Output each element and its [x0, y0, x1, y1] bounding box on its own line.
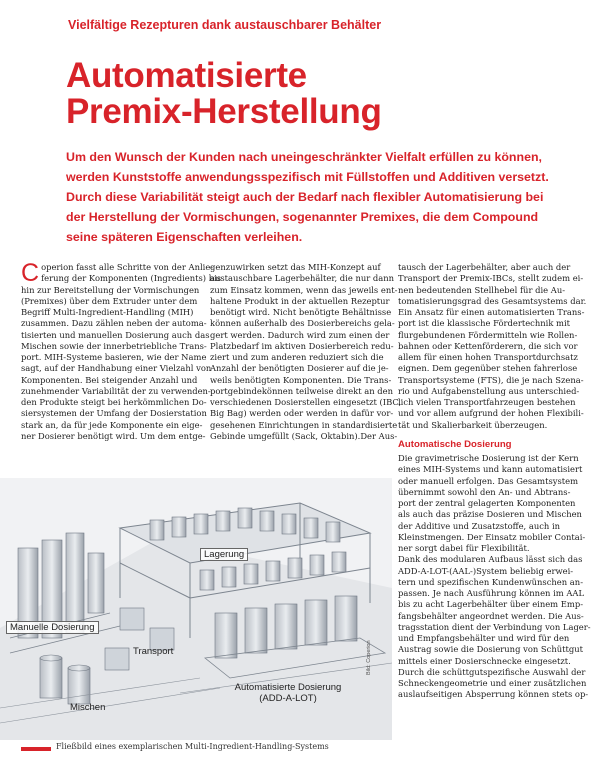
label-automatisierte-dosierung — [228, 682, 348, 704]
body-line: tisierten und manuellen Dosierung auch das — [21, 329, 210, 340]
body-line: rio und Aufgabenstellung aus unterschied- — [398, 385, 580, 396]
body-line: austauschbare Lagerbehälter, die nur dann — [210, 273, 395, 284]
title-line: Premix-Herstellung — [66, 92, 382, 131]
body-line: und Empfangsbehälter und wird für den — [398, 633, 570, 643]
body-line: Kleinstmengen. Der Einsatz mobiler Contai- — [398, 531, 586, 542]
body-line: (Premixes) über dem Extruder unter dem — [21, 295, 198, 306]
article-title — [66, 58, 546, 130]
body-column-3 — [398, 262, 591, 701]
lead-line: werden Kunststoffe anwendungsspezifisch mit Füllstoffen und Additiven versetzt. — [66, 170, 549, 184]
label-mischen: Mischen — [70, 702, 106, 713]
drop-cap: C — [21, 259, 40, 287]
body-line: tragsstation dient der Verbindung von Lager- — [398, 621, 591, 632]
body-line: mittels einer Dosierschnecke eingesetzt. — [398, 655, 571, 666]
section-subheading: Automatische Dosierung — [398, 438, 512, 450]
article-lead — [66, 147, 549, 247]
body-line: Schneckengeometrie und einer zusätzlichen — [398, 678, 587, 688]
lead-line: seine späteren Eigenschaften verleihen. — [66, 230, 303, 244]
body-line: und vor allem aufgrund der hohen Flexibili- — [398, 408, 584, 419]
label-lagerung: Lagerung — [200, 548, 248, 561]
body-line: Mischen sowie der innerbetriebliche Trans- — [21, 340, 207, 351]
caption-marker — [21, 747, 51, 751]
body-line: Komponenten. Bei steigender Anzahl und — [21, 374, 198, 385]
title-line: Automatisierte — [66, 56, 307, 95]
body-line: gesehenen Einrichtungen in standardisierte — [210, 419, 398, 430]
body-line: Austrag sowie die Dosierung von Schüttgut — [398, 644, 583, 655]
body-line: als auch das präzise Dosieren und Mischen — [398, 509, 582, 520]
body-line: oder manuell erfolgen. Das Gesamtsystem — [398, 475, 579, 486]
body-line: Gebinde umgefüllt (Sack, Oktabin).Der Aus- — [210, 430, 398, 441]
body-line: können außerhalb des Dosierbereichs gela- — [210, 318, 395, 329]
body-line: verschiedenen Dosierstellen eingesetzt (IBC, — [210, 397, 402, 407]
body-line: Durch die schüttgutspezifische Auswahl der — [398, 666, 586, 677]
lead-line: Um den Wunsch der Kunden nach uneingeschränkter Vielfalt erfüllen zu können, — [66, 150, 542, 164]
body-line: fangsbehälter angeordnet werden. Die Aus- — [398, 610, 584, 621]
body-line: hin zur Bereitstellung der Vormischungen — [21, 284, 200, 295]
figure-caption: Fließbild eines exemplarischen Multi-Ingredient-Handling-Systems — [56, 742, 329, 751]
body-line: tomatisierungsgrad des Gesamtsystems dar. — [398, 295, 587, 306]
body-line: tausch der Lagerbehälter, aber auch der — [398, 262, 571, 272]
label-line: (ADD-A-LOT) — [259, 693, 317, 704]
body-line: Ein Ansatz für einen automatisierten Trans- — [398, 307, 585, 317]
article-kicker: Vielfältige Rezepturen dank austauschbarer Behälter — [68, 18, 382, 32]
body-line: auslaufseitigen Absperrung können stets op- — [398, 689, 589, 700]
body-line: der Additive und Zusatzstoffe, auch in — [398, 520, 561, 531]
lead-line: der Herstellung der Vormischungen, sogenannter Premixes, die dem Compound — [66, 210, 539, 224]
body-line: port. MIH-Systeme basieren, wie der Name — [21, 352, 207, 362]
body-line: übernimmt sowohl den An- und Abtrans- — [398, 486, 571, 497]
body-line: zusammen. Dazu zählen neben der automa- — [21, 318, 207, 329]
body-line: genzuwirken setzt das MIH-Konzept auf — [210, 262, 381, 272]
body-line: eines MIH-Systems und kann automatisiert — [398, 464, 583, 475]
body-line: Begriff Multi-Ingredient-Handling (MIH) — [21, 307, 194, 317]
body-line: passen. Je nach Ausführung können im AAL — [398, 588, 585, 598]
body-line: stark an, da für jede Komponente ein eige- — [21, 419, 203, 430]
image-credit: Bild: Coperion — [366, 640, 372, 675]
body-line: port der zentral gelagerten Komponenten — [398, 498, 576, 508]
label-transport: Transport — [133, 646, 174, 657]
body-line: Die gravimetrische Dosierung ist der Kern — [398, 453, 579, 463]
body-line: Dank des modularen Aufbaus lässt sich das — [398, 554, 583, 565]
body-line: tern und spezifischen Kundenwünschen an- — [398, 576, 584, 587]
lead-line: Durch diese Variabilität steigt auch der Bedarf nach flexibler Automatisierung bei — [66, 190, 544, 204]
body-line: den Produkte steigt bei herkömmlichen Do- — [21, 397, 207, 407]
body-line: Transport der Premix-IBCs, stellt zudem ei- — [398, 273, 584, 284]
body-line: ADD-A-LOT-(AAL-)System beliebig erwei- — [398, 565, 574, 576]
body-column-1 — [21, 259, 222, 442]
body-line: flurgebundenen Fördermitteln wie Rollen- — [398, 329, 578, 340]
body-line: ziert und zum anderen reduziert sich die — [210, 352, 384, 362]
body-line: siersystemen der Umfang der Dosierstation — [21, 408, 207, 419]
body-line: port ist die klassische Fördertechnik mit — [398, 318, 571, 329]
body-line: Platzbedarf im aktiven Dosierbereich redu- — [210, 340, 394, 351]
label-manuelle-dosierung: Manuelle Dosierung — [6, 621, 99, 634]
body-column-2 — [210, 262, 402, 442]
body-line: haltene Produkt in der aktuellen Rezeptur — [210, 295, 390, 306]
body-line: sagt, auf der Handhabung einer Vielzahl von — [21, 363, 212, 374]
body-line: gert werden. Dadurch wird zum einen der — [210, 329, 390, 340]
body-line: Anzahl der benötigten Dosierer auf die je- — [210, 363, 389, 374]
body-line: benötigt wird. Nicht benötigte Behältnisse — [210, 307, 392, 317]
body-line: ner sorgt dabei für Flexibilität. — [398, 543, 530, 553]
label-line: Automatisierte Dosierung — [234, 682, 342, 693]
body-line: zunehmender Variabilität der zu verwenden- — [21, 385, 211, 396]
body-line: portgebindekönnen teilweise direkt an den — [210, 385, 394, 396]
body-line: tät und Skalierbarkeit überzeugen. — [398, 419, 548, 430]
process-illustration — [0, 478, 392, 740]
body-line: Big Bag) werden oder werden in dafür vor- — [210, 408, 394, 419]
body-line: operion fasst alle Schritte von der Anlie- — [41, 262, 214, 272]
body-line: Transportsysteme (FTS), die je nach Szena- — [398, 374, 584, 385]
body-line: eignen. Dem gegenüber stehen fahrerlose — [398, 363, 578, 374]
body-line: allem für einen hohen Transportdurchsatz — [398, 352, 578, 362]
body-line: ner Dosierer benötigt wird. Um dem entge- — [21, 430, 206, 441]
body-line: ferung der Komponenten (Ingredients) bis — [41, 273, 222, 284]
body-line: zum Einsatz kommen, wenn das jeweils ent- — [210, 284, 398, 295]
body-line: bis zu acht Lagerbehälter über einem Emp- — [398, 599, 584, 610]
body-line: bahnen oder Kettenförderern, die sich vor — [398, 340, 578, 351]
body-line: nen bedeutenden Stellhebel für die Au- — [398, 284, 566, 295]
body-line: weils benötigten Komponenten. Die Trans- — [210, 374, 392, 385]
body-line: lich vielen Transportfahrzeugen bestehen — [398, 397, 576, 407]
